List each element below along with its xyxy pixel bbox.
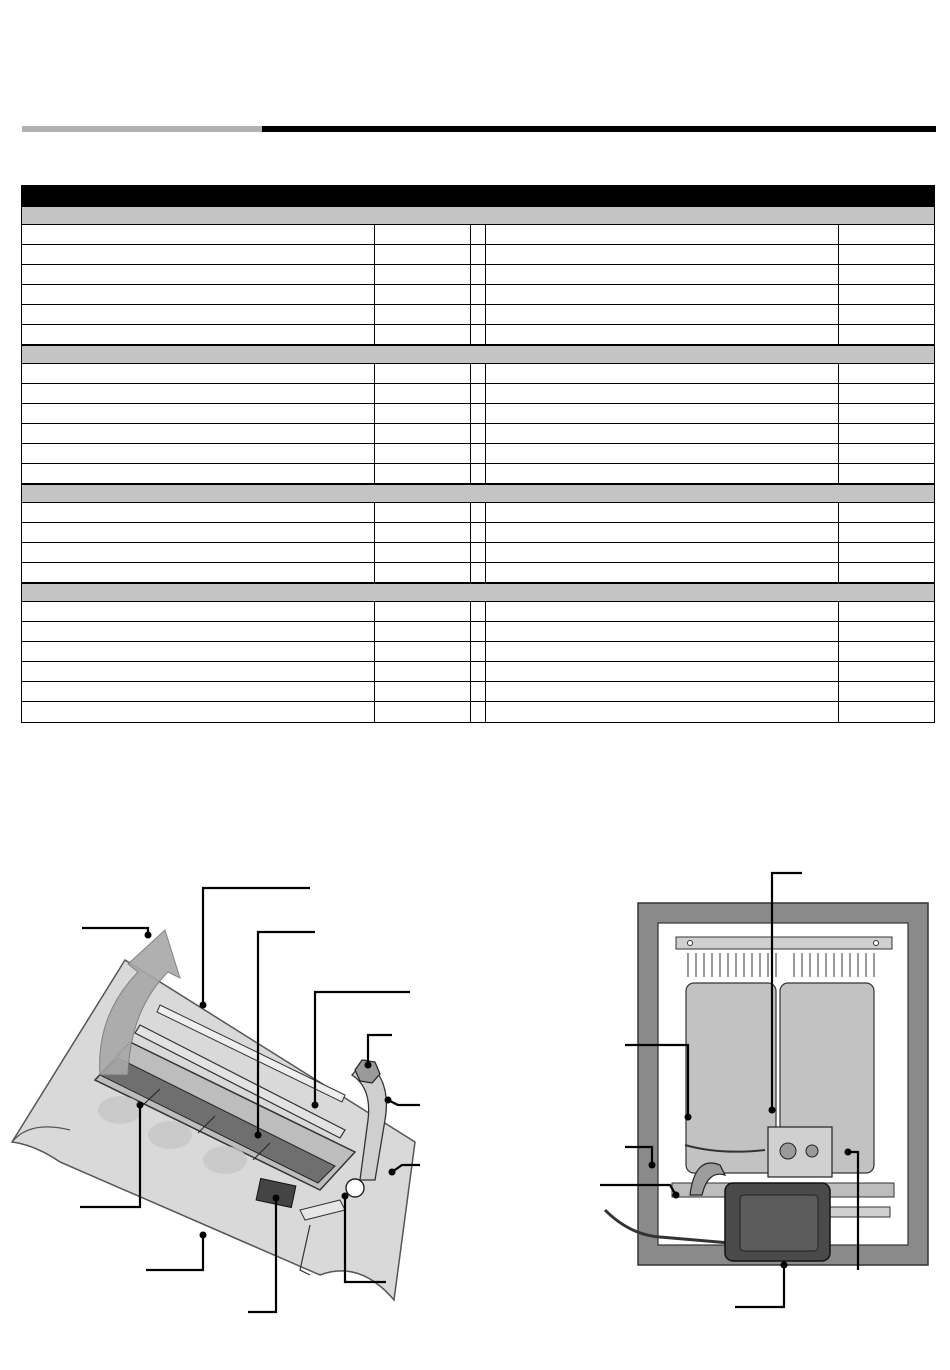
table-cell xyxy=(22,563,375,582)
table-cell xyxy=(839,384,934,403)
table-gap xyxy=(471,245,486,264)
table-gap xyxy=(471,464,486,483)
table-cell xyxy=(22,702,375,722)
table-cell-text xyxy=(839,409,843,420)
table-cell xyxy=(839,364,934,383)
table-cell-text xyxy=(839,607,843,618)
table-cell-text xyxy=(375,250,379,261)
table-cell-text xyxy=(486,528,490,539)
table-cell xyxy=(22,225,375,244)
table-cell-text xyxy=(486,508,490,519)
table-cell xyxy=(486,245,839,264)
table-gap xyxy=(471,702,486,722)
table-cell xyxy=(486,285,839,304)
table-cell xyxy=(839,523,934,542)
table-cell xyxy=(375,662,471,681)
table-cell-text xyxy=(486,409,490,420)
table-cell xyxy=(22,602,375,621)
table-cell-text xyxy=(375,667,379,678)
table-cell xyxy=(839,682,934,701)
table-cell-text xyxy=(22,310,26,321)
table-row xyxy=(22,642,934,662)
table-cell xyxy=(839,563,934,582)
table-cell xyxy=(839,662,934,681)
table-cell xyxy=(839,622,934,641)
table-cell-text xyxy=(22,647,26,658)
table-cell-text xyxy=(375,528,379,539)
table-cell xyxy=(22,404,375,423)
table-cell-text xyxy=(839,330,843,341)
table-row xyxy=(22,285,934,305)
table-cell xyxy=(486,622,839,641)
specifications-table xyxy=(21,185,935,723)
table-cell-text xyxy=(486,389,490,400)
table-cell xyxy=(22,622,375,641)
table-cell-text xyxy=(22,250,26,261)
table-cell xyxy=(486,424,839,443)
table-cell-text xyxy=(375,369,379,380)
table-cell xyxy=(22,424,375,443)
table-cell-text xyxy=(839,548,843,559)
table-row xyxy=(22,384,934,404)
table-cell xyxy=(486,305,839,324)
table-row xyxy=(22,364,934,384)
table-cell xyxy=(375,225,471,244)
table-row xyxy=(22,662,934,682)
table-cell xyxy=(839,325,934,344)
table-cell-text xyxy=(375,449,379,460)
table-cell xyxy=(375,404,471,423)
table-cell xyxy=(839,265,934,284)
table-cell-text xyxy=(375,429,379,440)
table-cell-text xyxy=(22,508,26,519)
table-row xyxy=(22,682,934,702)
table-cell-text xyxy=(839,667,843,678)
table-cell-text xyxy=(22,270,26,281)
table-cell-text xyxy=(22,369,26,380)
table-gap xyxy=(471,225,486,244)
table-row xyxy=(22,245,934,265)
table-row xyxy=(22,325,934,345)
table-row xyxy=(22,404,934,424)
table-cell xyxy=(486,404,839,423)
table-cell xyxy=(486,464,839,483)
table-section-header xyxy=(22,583,934,602)
table-cell xyxy=(839,464,934,483)
table-cell xyxy=(22,523,375,542)
table-gap xyxy=(471,563,486,582)
table-cell xyxy=(839,404,934,423)
table-cell-text xyxy=(375,548,379,559)
table-gap xyxy=(471,404,486,423)
table-cell-text xyxy=(375,707,379,718)
table-gap xyxy=(471,602,486,621)
table-cell-text xyxy=(22,667,26,678)
table-gap xyxy=(471,364,486,383)
table-section-header xyxy=(22,206,934,225)
table-cell-text xyxy=(486,687,490,698)
table-cell-text xyxy=(486,568,490,579)
table-cell-text xyxy=(22,330,26,341)
table-cell xyxy=(22,305,375,324)
table-cell-text xyxy=(839,389,843,400)
table-cell xyxy=(486,543,839,562)
table-cell xyxy=(486,325,839,344)
table-cell-text xyxy=(22,568,26,579)
table-cell-text xyxy=(839,528,843,539)
table-cell-text xyxy=(486,270,490,281)
table-cell xyxy=(375,364,471,383)
table-cell xyxy=(375,305,471,324)
table-cell-text xyxy=(486,230,490,241)
table-cell-text xyxy=(375,647,379,658)
table-cell xyxy=(839,702,934,722)
table-cell-text xyxy=(486,469,490,480)
table-cell xyxy=(375,523,471,542)
table-cell-text xyxy=(22,290,26,301)
table-cell xyxy=(22,384,375,403)
table-cell-text xyxy=(839,310,843,321)
table-cell-text xyxy=(839,469,843,480)
table-cell xyxy=(839,285,934,304)
table-cell xyxy=(486,682,839,701)
table-cell-text xyxy=(22,469,26,480)
table-row xyxy=(22,543,934,563)
table-cell xyxy=(22,285,375,304)
table-cell xyxy=(839,602,934,621)
table-cell-text xyxy=(839,449,843,460)
table-cell xyxy=(375,602,471,621)
table-cell-text xyxy=(839,369,843,380)
table-cell xyxy=(375,245,471,264)
table-cell-text xyxy=(375,508,379,519)
table-cell xyxy=(375,622,471,641)
table-cell-text xyxy=(839,290,843,301)
table-cell-text xyxy=(375,607,379,618)
table-cell-text xyxy=(375,310,379,321)
table-cell xyxy=(22,364,375,383)
header-rule-gray xyxy=(22,126,262,132)
table-cell-text xyxy=(839,250,843,261)
table-cell-text xyxy=(22,528,26,539)
table-cell-text xyxy=(839,429,843,440)
table-cell xyxy=(486,364,839,383)
table-cell xyxy=(22,503,375,522)
table-row xyxy=(22,265,934,285)
table-row xyxy=(22,305,934,325)
table-cell xyxy=(375,464,471,483)
table-cell-text xyxy=(486,667,490,678)
table-row xyxy=(22,563,934,583)
table-cell-text xyxy=(486,330,490,341)
table-cell xyxy=(839,225,934,244)
table-cell-text xyxy=(486,607,490,618)
table-cell-text xyxy=(22,687,26,698)
table-cell-text xyxy=(22,429,26,440)
table-cell-text xyxy=(22,449,26,460)
table-cell xyxy=(486,225,839,244)
table-cell-text xyxy=(375,687,379,698)
table-cell-text xyxy=(486,548,490,559)
table-cell xyxy=(375,424,471,443)
table-gap xyxy=(471,265,486,284)
table-cell xyxy=(486,642,839,661)
table-cell xyxy=(22,682,375,701)
table-cell-text xyxy=(486,449,490,460)
table-cell-text xyxy=(375,230,379,241)
table-cell-text xyxy=(22,548,26,559)
table-cell-text xyxy=(839,230,843,241)
table-cell xyxy=(22,265,375,284)
table-row xyxy=(22,464,934,484)
table-cell xyxy=(839,444,934,463)
table-gap xyxy=(471,325,486,344)
table-cell xyxy=(22,464,375,483)
table-cell xyxy=(375,265,471,284)
table-cell-text xyxy=(375,568,379,579)
table-cell-text xyxy=(839,647,843,658)
table-gap xyxy=(471,305,486,324)
table-cell xyxy=(375,325,471,344)
table-cell xyxy=(486,563,839,582)
table-gap xyxy=(471,384,486,403)
table-cell xyxy=(22,662,375,681)
table-gap xyxy=(471,503,486,522)
table-cell-text xyxy=(375,389,379,400)
table-cell xyxy=(839,503,934,522)
table-cell-text xyxy=(375,270,379,281)
table-cell-text xyxy=(839,687,843,698)
table-cell xyxy=(486,702,839,722)
table-row xyxy=(22,622,934,642)
table-gap xyxy=(471,682,486,701)
table-section-header xyxy=(22,345,934,364)
table-cell xyxy=(486,444,839,463)
table-cell xyxy=(375,563,471,582)
table-cell-text xyxy=(22,389,26,400)
table-cell-text xyxy=(486,290,490,301)
table-row xyxy=(22,225,934,245)
table-cell xyxy=(486,523,839,542)
table-cell-text xyxy=(375,330,379,341)
table-cell-text xyxy=(375,290,379,301)
table-cell-text xyxy=(22,707,26,718)
table-row xyxy=(22,702,934,722)
table-gap xyxy=(471,285,486,304)
table-cell-text xyxy=(839,627,843,638)
table-cell-text xyxy=(486,627,490,638)
table-cell xyxy=(839,543,934,562)
burner-assembly-illustration xyxy=(0,880,440,1320)
table-gap xyxy=(471,523,486,542)
table-cell xyxy=(375,642,471,661)
table-cell xyxy=(375,503,471,522)
table-cell-text xyxy=(375,469,379,480)
table-cell xyxy=(22,325,375,344)
table-header-bar xyxy=(22,186,934,206)
table-row xyxy=(22,523,934,543)
table-cell xyxy=(375,543,471,562)
table-cell xyxy=(22,245,375,264)
table-cell-text xyxy=(22,607,26,618)
header-rule-black xyxy=(262,126,936,132)
table-cell-text xyxy=(22,627,26,638)
table-cell-text xyxy=(486,429,490,440)
table-cell xyxy=(375,444,471,463)
table-cell xyxy=(839,305,934,324)
table-cell-text xyxy=(486,369,490,380)
table-cell-text xyxy=(22,230,26,241)
table-gap xyxy=(471,424,486,443)
table-cell-text xyxy=(486,310,490,321)
table-cell-text xyxy=(839,707,843,718)
table-section-header xyxy=(22,484,934,503)
table-gap xyxy=(471,622,486,641)
table-cell xyxy=(22,642,375,661)
table-cell xyxy=(486,265,839,284)
table-cell xyxy=(375,384,471,403)
table-cell xyxy=(486,662,839,681)
table-cell xyxy=(22,444,375,463)
table-cell xyxy=(839,642,934,661)
table-cell-text xyxy=(486,250,490,261)
table-cell-text xyxy=(486,647,490,658)
table-cell xyxy=(22,543,375,562)
table-gap xyxy=(471,444,486,463)
table-cell-text xyxy=(22,409,26,420)
table-gap xyxy=(471,662,486,681)
table-cell xyxy=(486,503,839,522)
table-gap xyxy=(471,543,486,562)
table-cell xyxy=(839,424,934,443)
table-cell xyxy=(839,245,934,264)
table-cell xyxy=(375,702,471,722)
table-row xyxy=(22,424,934,444)
table-cell xyxy=(486,602,839,621)
table-cell-text xyxy=(375,627,379,638)
heater-rear-view-illustration xyxy=(590,865,940,1320)
table-cell xyxy=(375,285,471,304)
table-gap xyxy=(471,642,486,661)
table-row xyxy=(22,444,934,464)
table-cell-text xyxy=(839,568,843,579)
table-cell-text xyxy=(839,508,843,519)
table-cell xyxy=(375,682,471,701)
table-row xyxy=(22,503,934,523)
table-cell-text xyxy=(839,270,843,281)
table-cell-text xyxy=(486,707,490,718)
table-cell xyxy=(486,384,839,403)
table-row xyxy=(22,602,934,622)
table-cell-text xyxy=(375,409,379,420)
